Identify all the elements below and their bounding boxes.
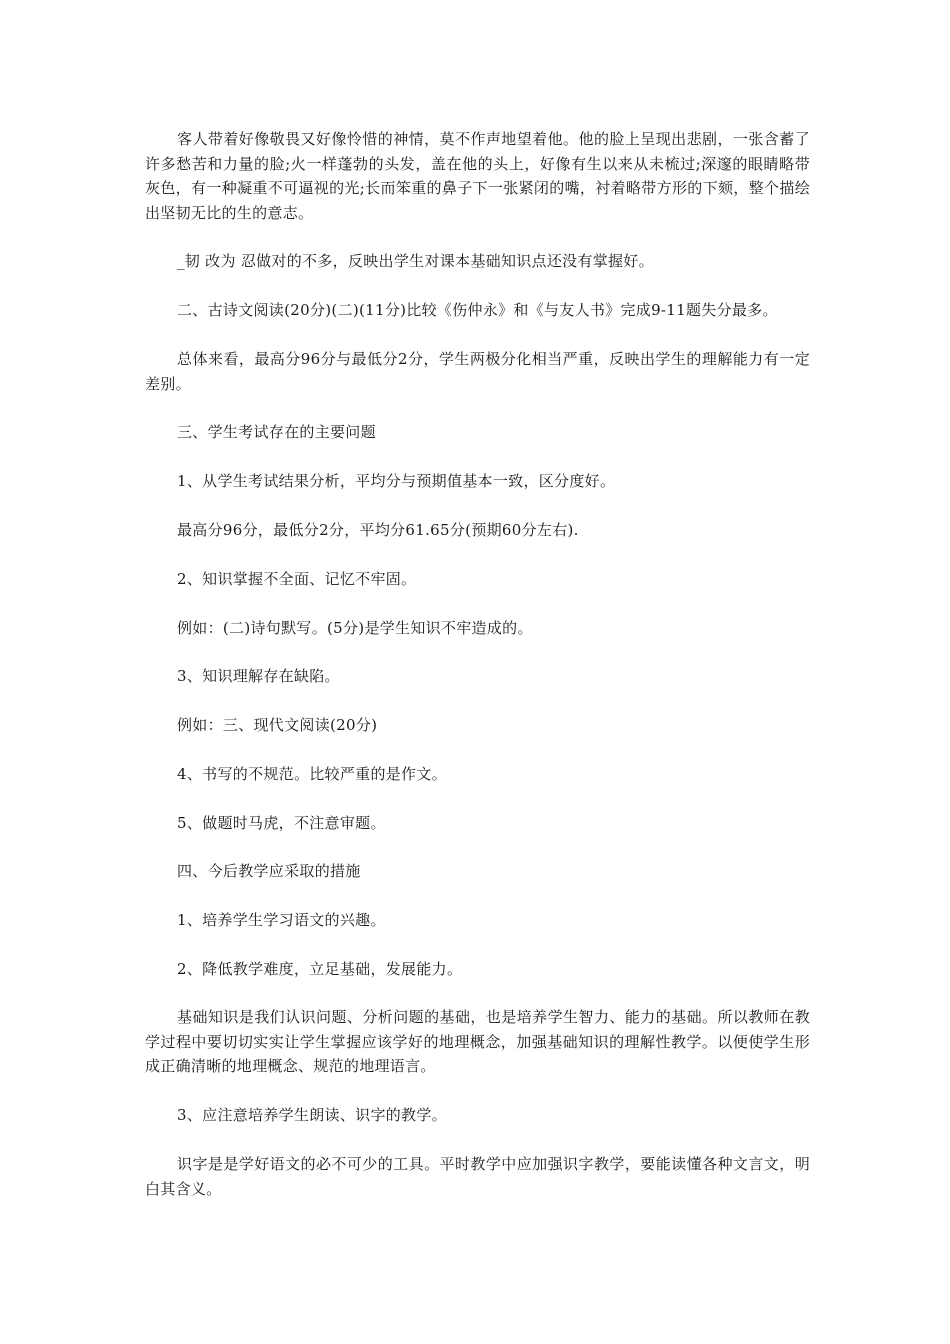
paragraph-example-1: 例如：(二)诗句默写。(5分)是学生知识不牢造成的。 — [177, 619, 533, 637]
paragraph-note: _韧 改为 忍做对的不多，反映出学生对课本基础知识点还没有掌握好。 — [177, 252, 654, 270]
heading-section-four: 四、今后教学应采取的措施 — [177, 862, 361, 880]
heading-section-three: 三、学生考试存在的主要问题 — [177, 423, 376, 441]
paragraph-section-two: 二、古诗文阅读(20分)(二)(11分)比较《伤仲永》和《与友人书》完成9-11题失分最多。 — [177, 301, 778, 319]
paragraph-scores: 最高分96分，最低分2分，平均分61.65分(预期60分左右). — [177, 521, 579, 539]
paragraph-example-2: 例如：三、现代文阅读(20分) — [177, 716, 378, 734]
measure-item-2: 2、降低教学难度，立足基础，发展能力。 — [177, 960, 463, 978]
list-item-3: 3、知识理解存在缺陷。 — [177, 667, 340, 685]
list-item-2: 2、知识掌握不全面、记忆不牢固。 — [177, 570, 417, 588]
paragraph-literacy: 识字是是学好语文的必不可少的工具。平时教学中应加强识字教学，要能读懂各种文言文，明白其含义。 — [145, 1155, 810, 1198]
list-item-4: 4、书写的不规范。比较严重的是作文。 — [177, 765, 447, 783]
list-item-1: 1、从学生考试结果分析，平均分与预期值基本一致，区分度好。 — [177, 472, 616, 490]
measure-item-1: 1、培养学生学习语文的兴趣。 — [177, 911, 386, 929]
paragraph-description: 客人带着好像敬畏又好像怜惜的神情，莫不作声地望着他。他的脸上呈现出悲剧，一张含蓄了许多愁苦和力量的脸;火一样蓬勃的头发，盖在他的头上，好像有生以来从未梳过;深邃的眼睛略带灰色，有一种凝重不可逼视的光;长而笨重的鼻子下一张紧闭的嘴，衬着略带方形的下颏，整个描绘出坚韧无比的生的意志。 — [145, 130, 810, 222]
measure-item-3: 3、应注意培养学生朗读、识字的教学。 — [177, 1106, 447, 1124]
paragraph-basics: 基础知识是我们认识问题、分析问题的基础，也是培养学生智力、能力的基础。所以教师在教学过程中要切切实实让学生掌握应该学好的地理概念，加强基础知识的理解性教学。以便使学生形成正确清晰的地理概念、规范的地理语言。 — [145, 1008, 810, 1075]
paragraph-summary: 总体来看，最高分96分与最低分2分，学生两极分化相当严重，反映出学生的理解能力有一定差别。 — [145, 350, 810, 393]
list-item-5: 5、做题时马虎，不注意审题。 — [177, 814, 386, 832]
